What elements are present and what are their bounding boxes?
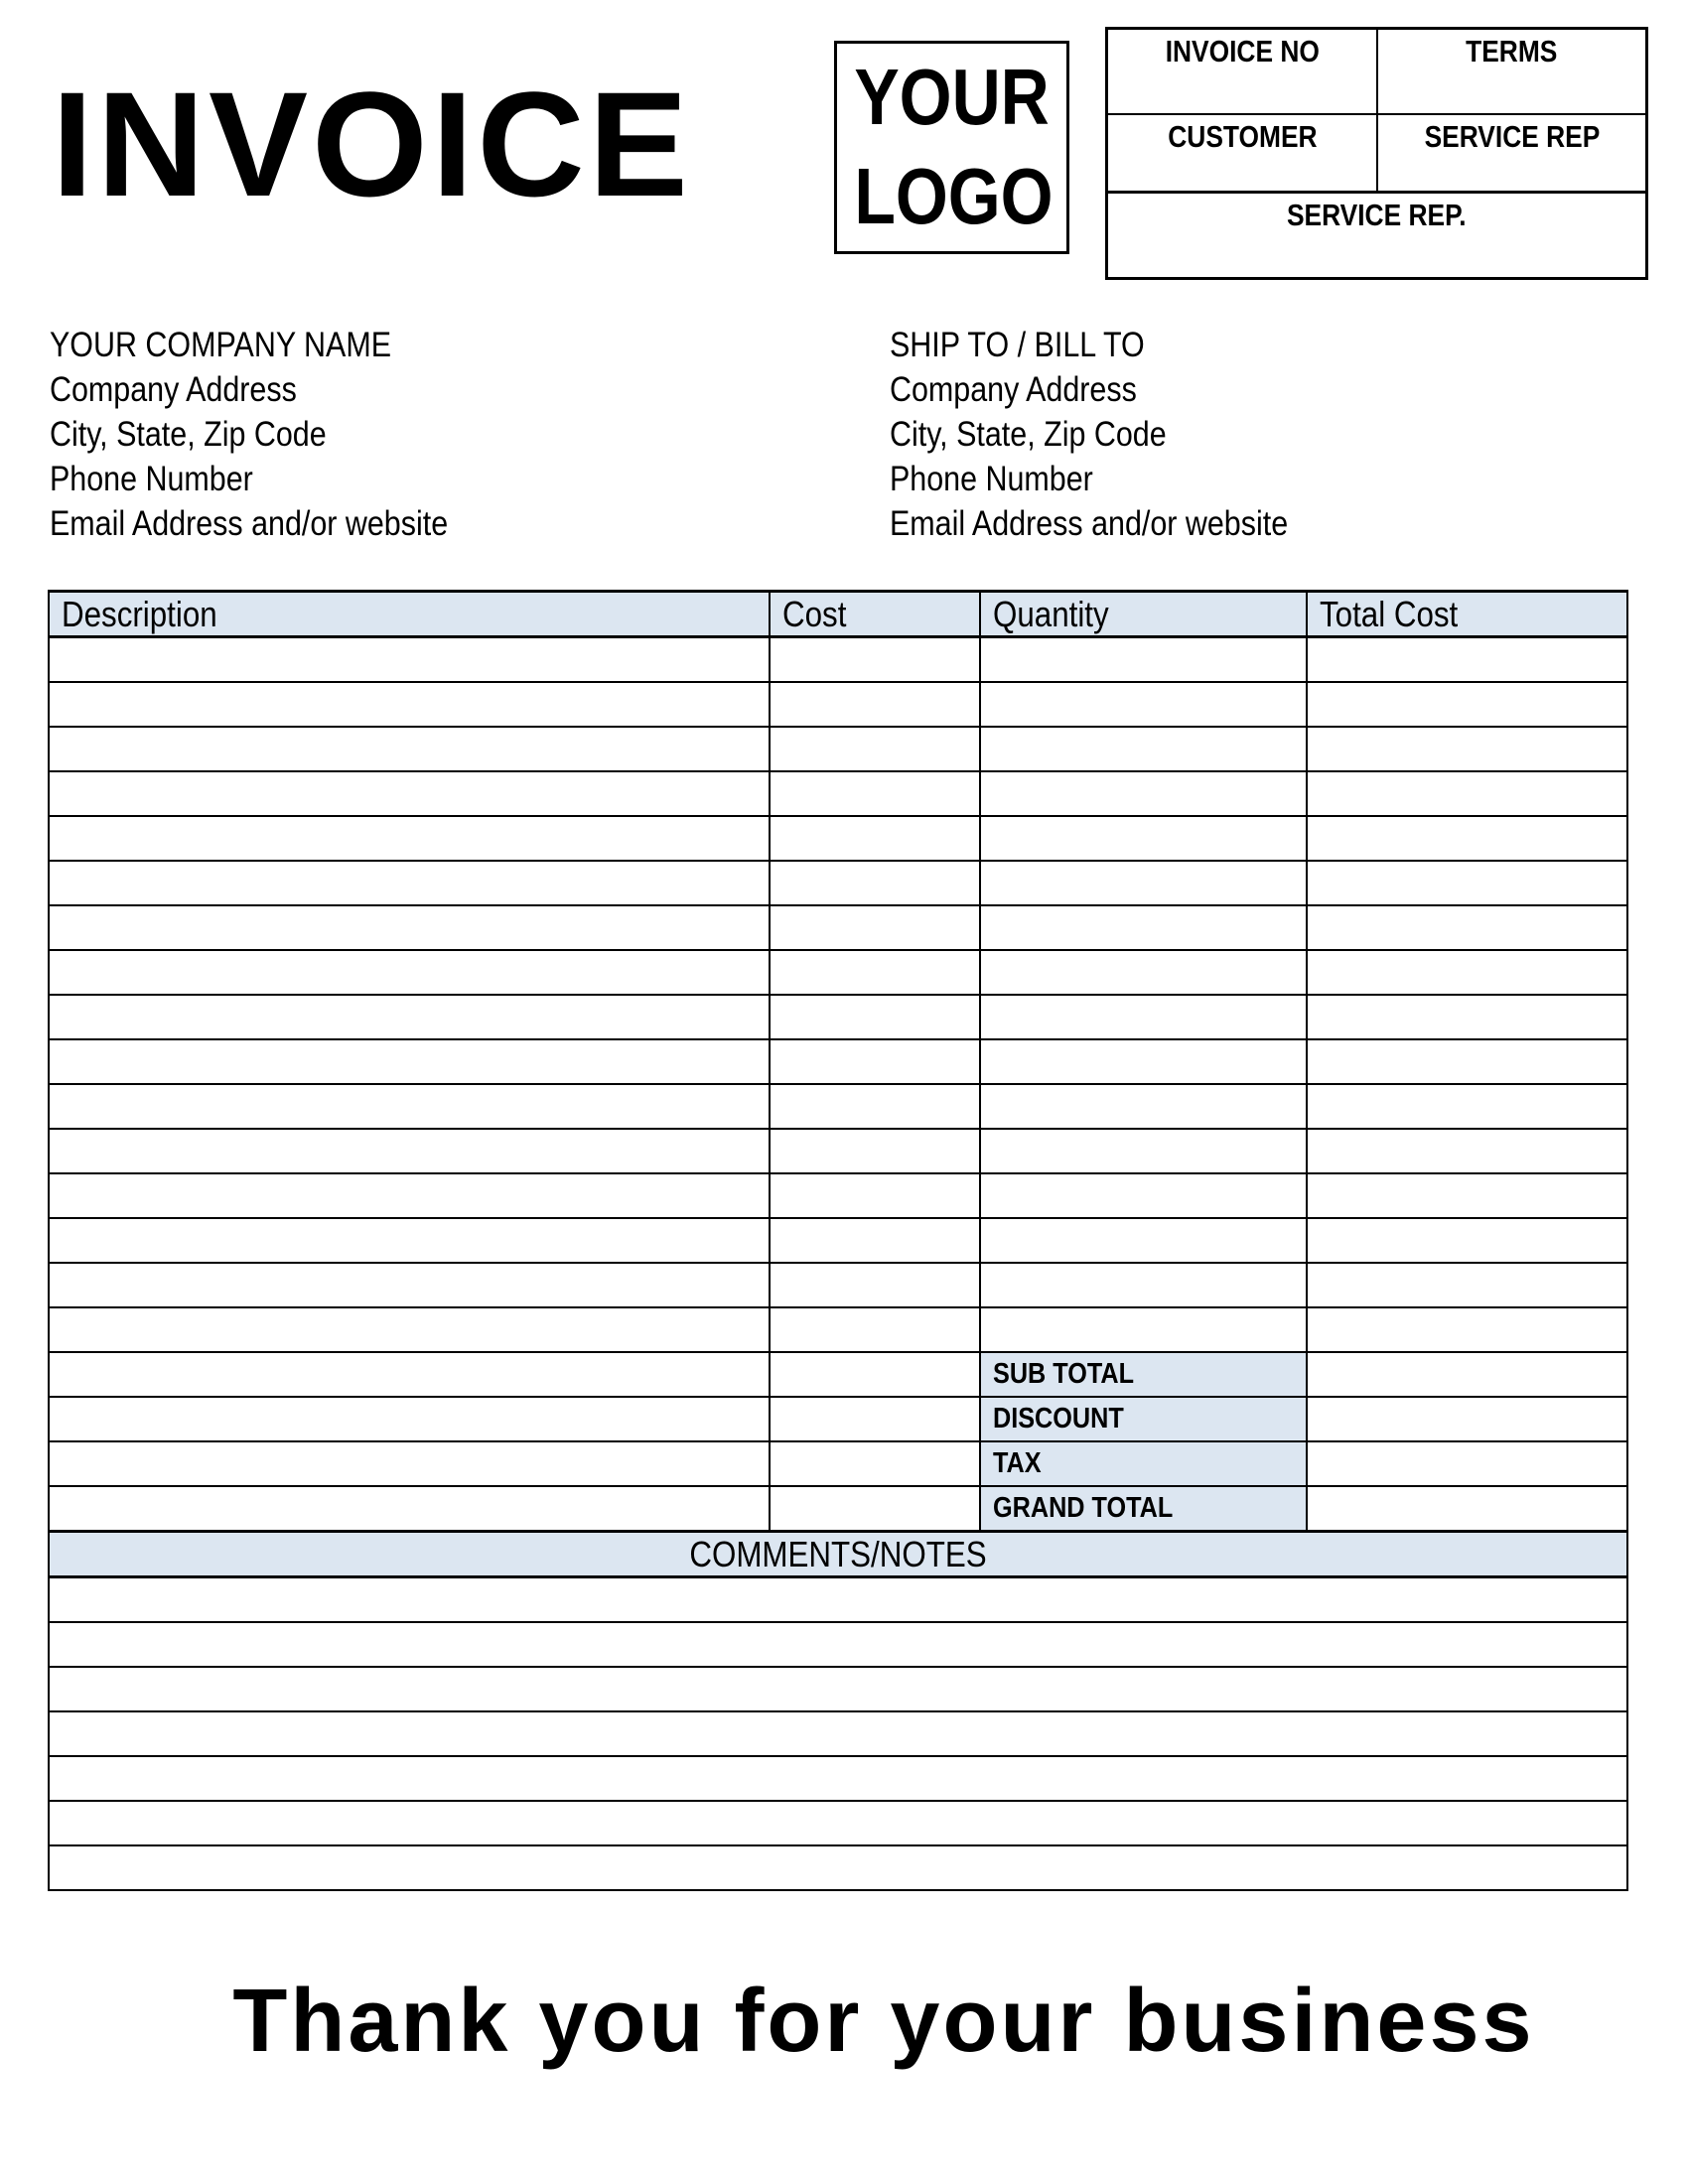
- total-cost-cell[interactable]: [1307, 1173, 1627, 1218]
- total-cost-cell[interactable]: [1307, 1218, 1627, 1263]
- description-cell[interactable]: [49, 950, 770, 995]
- invoice-info-box: [1105, 27, 1648, 280]
- cost-cell[interactable]: [770, 1441, 980, 1486]
- description-cell[interactable]: [49, 1441, 770, 1486]
- description-cell[interactable]: [49, 905, 770, 950]
- quantity-cell[interactable]: [980, 1307, 1307, 1352]
- label: Total Cost: [1320, 593, 1459, 634]
- cost-cell[interactable]: [770, 861, 980, 905]
- col-header-description: [49, 592, 770, 637]
- from-address-block: [50, 323, 507, 546]
- total-cost-cell[interactable]: [1307, 861, 1627, 905]
- cost-cell[interactable]: [770, 1039, 980, 1084]
- table-row: [49, 1218, 1627, 1263]
- cost-cell[interactable]: [770, 727, 980, 771]
- description-cell[interactable]: [49, 1352, 770, 1397]
- quantity-cell[interactable]: [980, 995, 1307, 1039]
- total-cost-cell[interactable]: [1307, 905, 1627, 950]
- cost-cell[interactable]: [770, 1129, 980, 1173]
- total-cost-cell[interactable]: [1307, 682, 1627, 727]
- cost-cell[interactable]: [770, 1263, 980, 1307]
- description-cell[interactable]: [49, 1263, 770, 1307]
- comment-input[interactable]: [49, 1622, 1627, 1667]
- comment-line: [49, 1801, 1627, 1845]
- table-row: [49, 861, 1627, 905]
- cost-cell[interactable]: [770, 905, 980, 950]
- comment-line: [49, 1711, 1627, 1756]
- total-cost-cell[interactable]: [1307, 995, 1627, 1039]
- line-items-table: [48, 590, 1628, 1891]
- summary-label: [980, 1486, 1307, 1532]
- cost-cell[interactable]: [770, 1486, 980, 1532]
- thank-you-message: Thank you for your business: [232, 1972, 1535, 2071]
- quantity-cell[interactable]: [980, 682, 1307, 727]
- description-cell[interactable]: [49, 1129, 770, 1173]
- comments-header-row: [49, 1532, 1627, 1577]
- quantity-cell[interactable]: [980, 1173, 1307, 1218]
- description-cell[interactable]: [49, 1039, 770, 1084]
- cost-cell[interactable]: [770, 1218, 980, 1263]
- cost-cell[interactable]: [770, 995, 980, 1039]
- quantity-cell[interactable]: [980, 727, 1307, 771]
- cost-cell[interactable]: [770, 950, 980, 995]
- quantity-cell[interactable]: [980, 1039, 1307, 1084]
- quantity-cell[interactable]: [980, 816, 1307, 861]
- col-header-cost: [770, 592, 980, 637]
- total-cost-cell[interactable]: [1307, 637, 1627, 683]
- quantity-cell[interactable]: [980, 771, 1307, 816]
- label: Description: [62, 593, 217, 634]
- from-address: Company Address: [50, 370, 297, 409]
- description-cell[interactable]: [49, 1486, 770, 1532]
- description-cell[interactable]: [49, 1397, 770, 1441]
- ship-to-address-block: [890, 323, 1347, 546]
- total-cost-cell[interactable]: [1307, 1129, 1627, 1173]
- summary-label: [980, 1397, 1307, 1441]
- table-row: [49, 1263, 1627, 1307]
- table-row: [49, 995, 1627, 1039]
- table-row: [49, 816, 1627, 861]
- total-cost-cell[interactable]: [1307, 1263, 1627, 1307]
- summary-value-cell[interactable]: [1307, 1441, 1627, 1486]
- comment-line: [49, 1622, 1627, 1667]
- table-row: [49, 905, 1627, 950]
- cost-cell[interactable]: [770, 682, 980, 727]
- table-row: [49, 637, 1627, 683]
- col-header-total-cost: [1307, 592, 1627, 637]
- summary-row: [49, 1352, 1627, 1397]
- comment-input[interactable]: [49, 1577, 1627, 1623]
- label: Cost: [782, 593, 847, 634]
- service-rep-full-field[interactable]: [1108, 194, 1645, 277]
- table-row: [49, 950, 1627, 995]
- terms-field[interactable]: [1378, 30, 1645, 115]
- table-row: [49, 1173, 1627, 1218]
- quantity-cell[interactable]: [980, 1263, 1307, 1307]
- cost-cell[interactable]: [770, 1173, 980, 1218]
- comment-input[interactable]: [49, 1845, 1627, 1890]
- label: GRAND TOTAL: [993, 1492, 1174, 1524]
- quantity-cell[interactable]: [980, 1218, 1307, 1263]
- customer-field[interactable]: [1108, 115, 1378, 194]
- comment-input[interactable]: [49, 1711, 1627, 1756]
- label: SUB TOTAL: [993, 1358, 1135, 1390]
- description-cell[interactable]: [49, 727, 770, 771]
- total-cost-cell[interactable]: [1307, 771, 1627, 816]
- from-city: City, State, Zip Code: [50, 415, 327, 454]
- description-cell[interactable]: [49, 771, 770, 816]
- summary-label: [980, 1441, 1307, 1486]
- summary-value-cell[interactable]: [1307, 1397, 1627, 1441]
- table-row: [49, 682, 1627, 727]
- invoice-no-label: INVOICE NO: [1165, 34, 1320, 68]
- to-heading: SHIP TO / BILL TO: [890, 326, 1145, 364]
- table-row: [49, 1307, 1627, 1352]
- description-cell[interactable]: [49, 682, 770, 727]
- to-city: City, State, Zip Code: [890, 415, 1167, 454]
- summary-row: [49, 1441, 1627, 1486]
- logo-line-1: YOUR: [854, 53, 1050, 141]
- to-email: Email Address and/or website: [890, 504, 1289, 543]
- service-rep-full-label: SERVICE REP.: [1287, 198, 1467, 232]
- total-cost-cell[interactable]: [1307, 816, 1627, 861]
- total-cost-cell[interactable]: [1307, 1084, 1627, 1129]
- summary-value-cell[interactable]: [1307, 1352, 1627, 1397]
- logo-placeholder: [834, 41, 1069, 254]
- comment-line: [49, 1577, 1627, 1623]
- total-cost-cell[interactable]: [1307, 1039, 1627, 1084]
- table-row: [49, 1129, 1627, 1173]
- service-rep-label: SERVICE REP: [1424, 119, 1600, 154]
- cost-cell[interactable]: [770, 1397, 980, 1441]
- table-row: [49, 771, 1627, 816]
- comments-notes-header: [49, 1532, 1627, 1577]
- label: Quantity: [993, 593, 1109, 634]
- comment-line: [49, 1756, 1627, 1801]
- cost-cell[interactable]: [770, 637, 980, 683]
- description-cell[interactable]: [49, 861, 770, 905]
- table-header-row: [49, 592, 1627, 637]
- comment-input[interactable]: [49, 1667, 1627, 1711]
- label: DISCOUNT: [993, 1403, 1124, 1434]
- cost-cell[interactable]: [770, 1307, 980, 1352]
- summary-value-cell[interactable]: [1307, 1486, 1627, 1532]
- cost-cell[interactable]: [770, 1352, 980, 1397]
- quantity-cell[interactable]: [980, 950, 1307, 995]
- customer-label: CUSTOMER: [1167, 119, 1318, 154]
- cost-cell[interactable]: [770, 816, 980, 861]
- description-cell[interactable]: [49, 816, 770, 861]
- description-cell[interactable]: [49, 1307, 770, 1352]
- col-header-quantity: [980, 592, 1307, 637]
- service-rep-field[interactable]: [1378, 115, 1645, 194]
- comment-line: [49, 1667, 1627, 1711]
- quantity-cell[interactable]: [980, 1129, 1307, 1173]
- total-cost-cell[interactable]: [1307, 1307, 1627, 1352]
- description-cell[interactable]: [49, 1084, 770, 1129]
- terms-label: TERMS: [1466, 34, 1558, 68]
- from-email: Email Address and/or website: [50, 504, 449, 543]
- label: COMMENTS/NOTES: [689, 1533, 987, 1574]
- quantity-cell[interactable]: [980, 637, 1307, 683]
- description-cell[interactable]: [49, 637, 770, 683]
- comment-line: [49, 1845, 1627, 1890]
- comment-input[interactable]: [49, 1756, 1627, 1801]
- invoice-no-field[interactable]: [1108, 30, 1378, 115]
- summary-label: [980, 1352, 1307, 1397]
- label: TAX: [993, 1447, 1042, 1479]
- summary-row: [49, 1397, 1627, 1441]
- summary-row: [49, 1486, 1627, 1532]
- total-cost-cell[interactable]: [1307, 727, 1627, 771]
- invoice-title: INVOICE: [52, 61, 692, 227]
- from-heading: YOUR COMPANY NAME: [50, 326, 392, 364]
- cost-cell[interactable]: [770, 1084, 980, 1129]
- table-row: [49, 1084, 1627, 1129]
- description-cell[interactable]: [49, 995, 770, 1039]
- table-row: [49, 1039, 1627, 1084]
- comment-input[interactable]: [49, 1801, 1627, 1845]
- logo-line-2: LOGO: [854, 152, 1054, 240]
- cost-cell[interactable]: [770, 771, 980, 816]
- to-phone: Phone Number: [890, 460, 1093, 498]
- from-phone: Phone Number: [50, 460, 253, 498]
- table-row: [49, 727, 1627, 771]
- quantity-cell[interactable]: [980, 1084, 1307, 1129]
- quantity-cell[interactable]: [980, 861, 1307, 905]
- description-cell[interactable]: [49, 1173, 770, 1218]
- to-address: Company Address: [890, 370, 1137, 409]
- description-cell[interactable]: [49, 1218, 770, 1263]
- total-cost-cell[interactable]: [1307, 950, 1627, 995]
- quantity-cell[interactable]: [980, 905, 1307, 950]
